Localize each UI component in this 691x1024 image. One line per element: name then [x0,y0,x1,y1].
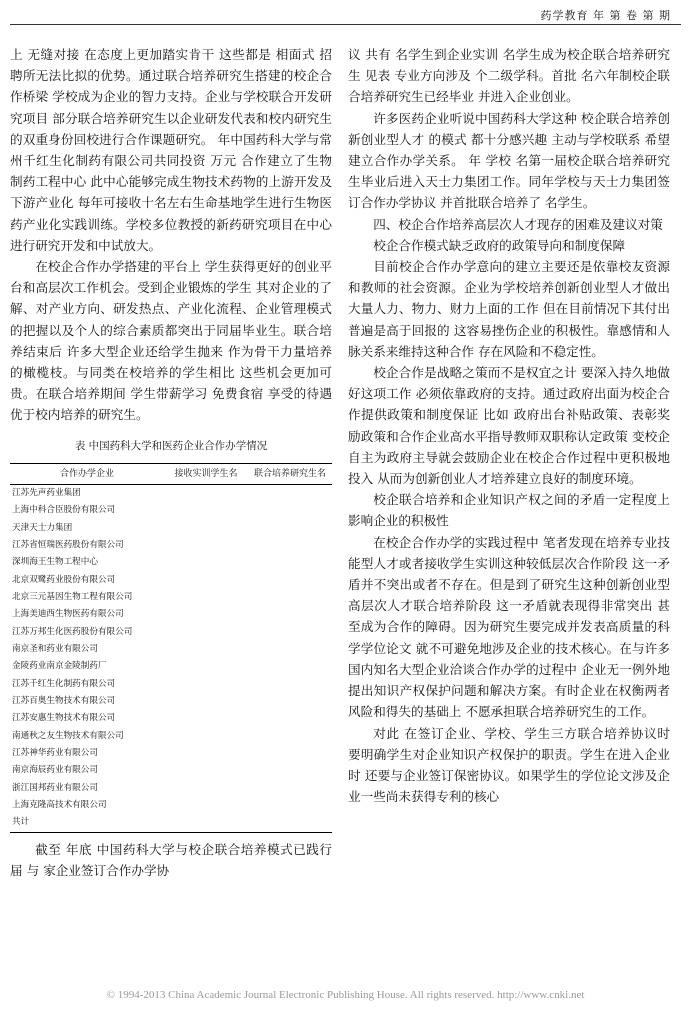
count-cell [164,606,248,623]
count-cell [248,693,332,710]
count-cell [164,520,248,537]
company-name-cell: 江苏省恒瑞医药股份有限公司 [12,539,124,550]
table-row [10,814,332,832]
count-cell [248,710,332,727]
count-cell [248,762,332,779]
company-name-cell: 北京双鹭药业股份有限公司 [12,574,116,585]
count-cell [248,728,332,745]
count-cell [248,676,332,693]
count-cell [248,797,332,814]
right-column [348,44,670,807]
count-cell [248,641,332,658]
paragraph: 许多医药企业听说中国药科大学这种 校企联合培养创新创业型人才 的模式 都十分感兴趣 主动与学校联系 希望建立合作办学关系。 年 学校 名第一届校企联合培养研究生毕业后进入天士力集团工作。同年学校与天士力集团签订合作办学协议 并首批联合培养了 名学生。 [348,110,670,211]
paragraph: 目前校企合作办学意向的建立主要还是依靠校友资源和教师的社会资源。企业为学校培养创新创业型人才做出大量人力、物力、财力上面的工作 但在目前情况下其付出普遍是高于回报的 这容易挫伤企业的积极性。靠感情和人脉关系来维持这种合作 存在风险和不稳定性。 [348,259,670,359]
table-row [10,572,332,589]
table-row [10,589,332,606]
table-row [10,624,332,641]
table-row [10,606,332,623]
paragraph: 上 无缝对接 在态度上更加踏实肯干 这些都是 相面式 招聘所无法比拟的优势。通过联合培养研究生搭建的校企合作桥梁 学校成为企业的智力支持。企业与学校联合开发研究项目 部分联合培养研究生以企业研发代表和校内研究生的双重身份回校进行合作课题研究。 年中国药科大学与常州千红生化制药有限公司共同投资 万元 合作建立了生物制药工程中心 此中心能够完成生物技术药物的上游开发及下游产业化 每年可接收十名左右生命基地学生进行生物医药产业化实践训练。学校多位教授的新药研究项目在中心进行研究开发和中试放大。 [10,47,332,253]
company-name-cell: 上海克隆高技术有限公司 [12,800,107,811]
table-header-cell: 接收实训学生名 [174,468,238,479]
company-name-cell: 共计 [12,817,30,828]
count-cell [248,520,332,537]
count-cell [164,572,248,589]
table-row [10,641,332,658]
count-cell [248,658,332,675]
table-row [10,537,332,554]
count-cell [248,484,332,502]
table-row [10,710,332,727]
cooperation-table [10,463,332,833]
table-header-cell: 合作办学企业 [59,468,114,479]
count-cell [164,693,248,710]
company-name-cell: 天津天士力集团 [12,522,73,533]
count-cell [248,814,332,832]
company-name-cell: 南京圣和药业有限公司 [12,643,98,654]
table-row [10,658,332,675]
count-cell [164,658,248,675]
count-cell [164,484,248,502]
table-row [10,484,332,502]
company-name-cell: 江苏先声药业集团 [12,487,81,498]
table-header-cell: 联合培养研究生名 [253,468,326,479]
paragraph: 校企合作是战略之策而不是权宜之计 要深入持久地做好这项工作 必须依靠政府的支持。通过政府出面为校企合作提供政策和制度保证 比如 政府出台补贴政策、表彰奖励政策和合作企业高水平指导教师双职称认定政策 变校企自主为政府主导就会鼓励企业在校企合作过程中更积极地投入 从而为创新创业人才培养建立良好的制度环境。 [348,365,670,487]
count-cell [164,641,248,658]
table-row [10,693,332,710]
table-row [10,676,332,693]
section-heading: 四、校企合作培养高层次人才现存的困难及建议对策 [373,216,663,232]
count-cell [164,780,248,797]
company-name-cell: 江苏安惠生物技术有限公司 [12,713,116,724]
table-row [10,554,332,571]
company-name-cell: 深圳海王生物工程中心 [12,557,98,568]
paragraph: 在校企合作办学搭建的平台上 学生获得更好的创业平台和高层次工作机会。受到企业锻炼的学生 其对企业的了解、对产业方向、研发热点、产业化流程、企业管理模式的把握以及个人的综合素质都突出于同届毕业生。联合培养结束后 许多大型企业还给学生抛来 作为骨干力量培养 的橄榄枝。与同类在校培养的学生相比 这些机会更加可贵。在联合培养期间 学生带薪学习 免费食宿 享受的待遇优于校内培养的研究生。 [10,259,332,423]
table-header-row [10,463,332,484]
table-row [10,745,332,762]
company-name-cell: 江苏千红生化制药有限公司 [12,678,116,689]
table-row [10,797,332,814]
count-cell [164,554,248,571]
count-cell [164,589,248,606]
paragraph: 对此 在签订企业、学校、学生三方联合培养协议时 要明确学生对企业知识产权保护的职责。学生在进入企业时 还要与企业签订保密协议。如果学生的学位论文涉及企业一些尚未获得专利的核心 [348,725,670,805]
count-cell [164,537,248,554]
table-row [10,728,332,745]
count-cell [164,814,248,832]
count-cell [164,624,248,641]
table-row [10,520,332,537]
company-name-cell: 江苏神华药业有限公司 [12,748,98,759]
count-cell [164,728,248,745]
company-name-cell: 江苏百奥生物技术有限公司 [12,695,116,706]
paragraph: 截至 年底 中国药科大学与校企联合培养模式已践行 届 与 家企业签订合作办学协 [10,841,332,878]
count-cell [248,554,332,571]
count-cell [164,676,248,693]
table-row [10,780,332,797]
count-cell [248,745,332,762]
company-name-cell: 北京三元基因生物工程有限公司 [12,591,133,602]
page-header [0,0,691,26]
paragraph: 在校企合作办学的实践过程中 笔者发现在培养专业技能型人才或者接收学生实训这种较低层次合作阶段 这一矛盾并不突出或者不存在。但是到了研究生这种创新创业型高层次人才联合培养阶段 这一矛盾就表现得非常突出 甚至成为合作的障碍。因为研究生要完成并发表高质量的科学学位论文 就不可避免地涉及企业的技术核心。在与许多国内知名大型企业洽谈合作办学的过程中 企业无一例外地提出知识产权保护问题和解决方案。有时企业在权衡两者风险和得失的基础上 不愿承担联合培养研究生的工作。 [348,534,670,720]
journal-title: 药学教育 年 第 卷 第 期 [540,9,671,22]
count-cell [164,710,248,727]
table-caption: 表 中国药科大学和医药企业合作办学情况 [74,439,268,452]
company-name-cell: 上海美迪西生物医药有限公司 [12,609,124,620]
table-row [10,762,332,779]
count-cell [248,780,332,797]
table-row [10,502,332,519]
left-column [10,44,332,881]
table-body [10,484,332,832]
company-name-cell: 上海中科合臣股份有限公司 [12,505,116,516]
count-cell [164,502,248,519]
company-name-cell: 南通秋之友生物技术有限公司 [12,730,124,741]
count-cell [248,589,332,606]
count-cell [248,537,332,554]
paragraph: 议 共有 名学生到企业实训 名学生成为校企联合培养研究生 见表 专业方向涉及 个二级学科。首批 名六年制校企联合培养研究生已经毕业 并进入企业创业。 [348,47,670,105]
count-cell [248,572,332,589]
count-cell [164,745,248,762]
company-name-cell: 江苏万邦生化医药股份有限公司 [12,626,133,637]
count-cell [248,624,332,641]
copyright-footer: © 1994-2013 China Academic Journal Electronic Publishing House. All rights reserved. http://www.cnki.net [106,989,585,1001]
count-cell [164,762,248,779]
subsection-heading: 校企合作模式缺乏政府的政策导向和制度保障 [373,237,626,253]
header-rule [10,24,681,25]
subsection-heading: 校企联合培养和企业知识产权之间的矛盾一定程度上影响企业的积极性 [348,492,670,529]
count-cell [248,606,332,623]
company-name-cell: 浙江国邦药业有限公司 [12,782,98,793]
company-name-cell: 金陵药业南京金陵制药厂 [12,661,107,672]
count-cell [164,797,248,814]
count-cell [248,502,332,519]
company-name-cell: 南京海辰药业有限公司 [12,765,98,776]
